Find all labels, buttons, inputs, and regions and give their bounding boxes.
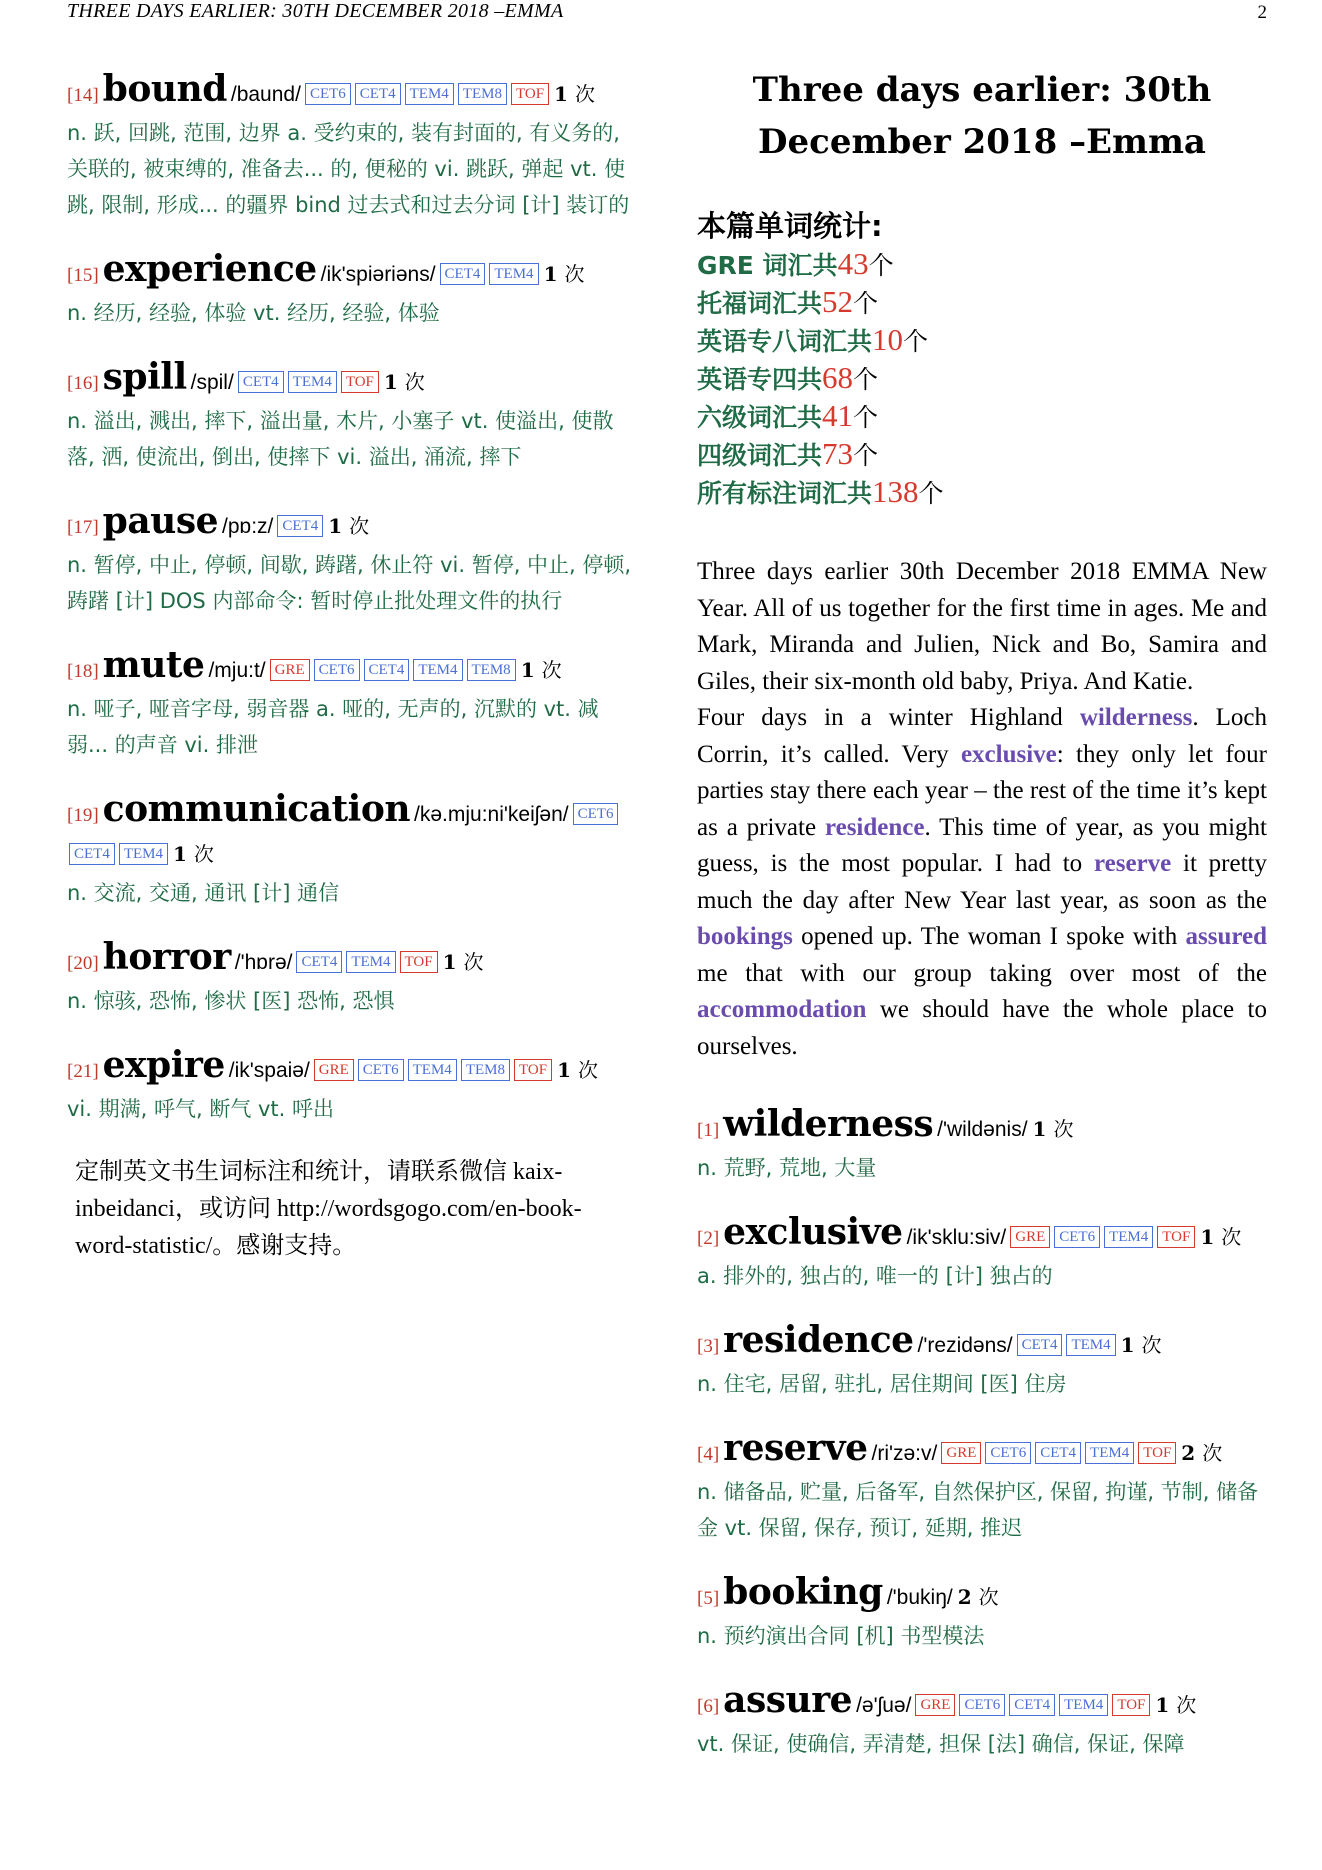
occurrence-count: 1 次 xyxy=(554,82,595,106)
story-text xyxy=(697,554,1267,1065)
occurrence-count: 1 次 xyxy=(442,950,484,974)
count-unit: 次 xyxy=(193,842,214,866)
phonetic: /baund/ xyxy=(230,83,301,106)
page-number: 2 xyxy=(1257,2,1267,23)
entry-head xyxy=(67,358,637,403)
exam-tag: GRE xyxy=(270,659,310,681)
stats-list xyxy=(697,246,1267,512)
left-vocab-list xyxy=(67,70,637,1127)
vocab-entry xyxy=(67,1046,637,1127)
occurrence-count: 1 次 xyxy=(328,514,370,538)
phonetic: /'wildənis/ xyxy=(937,1118,1028,1141)
stat-label: 六级词汇共 xyxy=(697,403,823,432)
count-unit: 次 xyxy=(1202,1441,1223,1465)
stat-label: 英语专四共 xyxy=(697,365,823,394)
story-paragraph-1: Three days earlier 30th December 2018 EMMA New Year. All of us together for the first time in ages. Me and Mark, Miranda and Julien, Nick and Bo, Samira and Giles, their six-month old baby, Priya. And Katie. xyxy=(697,558,1267,695)
exam-tag: TOF xyxy=(514,1059,552,1081)
exam-tag: TEM4 xyxy=(119,843,168,865)
entry-head xyxy=(67,502,637,547)
exam-tag: CET4 xyxy=(69,843,115,865)
stat-unit: 个 xyxy=(853,365,879,394)
highlight-word: residence xyxy=(824,813,925,841)
headword: exclusive xyxy=(723,1211,903,1253)
entry-head xyxy=(697,1105,1267,1150)
headword: expire xyxy=(102,1044,225,1086)
headword: experience xyxy=(102,248,317,290)
phonetic: /kə.mju:ni'keiʃən/ xyxy=(414,803,569,826)
stat-unit: 个 xyxy=(868,251,894,280)
exam-tag: GRE xyxy=(941,1442,981,1464)
definition: n. 交流, 交通, 通讯 [计] 通信 xyxy=(67,881,340,905)
definition: n. 预约演出合同 [机] 书型模法 xyxy=(697,1624,985,1648)
stat-value: 52 xyxy=(822,284,854,319)
definition: n. 溢出, 溅出, 摔下, 溢出量, 木片, 小塞子 vt. 使溢出, 使散落, 洒, 使流出, 倒出, 使摔下 vi. 溢出, 涌流, 摔下 xyxy=(67,409,614,469)
story-text-run: me that with our group taking over most of the xyxy=(697,959,1267,987)
stat-label: 英语专八词汇共 xyxy=(697,327,873,356)
story-text-run: . Loch Corrin, it’s called. Very xyxy=(697,704,1267,768)
entry-head xyxy=(67,790,637,875)
stat-row xyxy=(697,246,1267,284)
count-unit: 次 xyxy=(577,1058,598,1082)
count-unit: 次 xyxy=(574,82,595,106)
highlight-word: accommodation xyxy=(697,996,867,1023)
page-header xyxy=(67,0,1267,26)
occurrence-count: 1 次 xyxy=(557,1058,598,1082)
exam-tag: TEM8 xyxy=(461,1059,510,1081)
exam-tag: TEM8 xyxy=(458,83,507,105)
stat-unit: 个 xyxy=(853,441,879,470)
entry-index: [20] xyxy=(67,953,99,974)
phonetic: /ə'ʃuə/ xyxy=(856,1694,912,1717)
occurrence-count: 1 次 xyxy=(1120,1333,1162,1357)
entry-index: [2] xyxy=(697,1228,720,1249)
exam-tag: CET4 xyxy=(364,659,410,681)
stats-title: 本篇单词统计: xyxy=(697,209,883,243)
exam-tag: TEM4 xyxy=(408,1059,457,1081)
definition: n. 储备品, 贮量, 后备军, 自然保护区, 保留, 拘谨, 节制, 储备金 vt. 保留, 保存, 预订, 延期, 推迟 xyxy=(697,1480,1259,1540)
stat-label: 所有标注词汇共 xyxy=(697,479,873,508)
stat-row xyxy=(697,322,1267,360)
occurrence-count: 1 次 xyxy=(173,842,214,866)
stat-value: 73 xyxy=(822,436,854,471)
exam-tag: TEM4 xyxy=(489,263,538,285)
exam-tag: CET6 xyxy=(959,1694,1005,1716)
stat-row xyxy=(697,436,1267,474)
vocab-entry xyxy=(697,1573,1267,1654)
definition: n. 荒野, 荒地, 大量 xyxy=(697,1156,877,1180)
highlight-word: bookings xyxy=(697,923,793,950)
occurrence-count: 1 次 xyxy=(520,658,562,682)
exam-tag: CET4 xyxy=(238,371,284,393)
definition: n. 惊骇, 恐怖, 惨状 [医] 恐怖, 恐惧 xyxy=(67,989,395,1013)
stat-value: 10 xyxy=(872,322,904,357)
exam-tag: TEM4 xyxy=(1104,1226,1153,1248)
occurrence-count: 1 次 xyxy=(1032,1117,1074,1141)
headword: bound xyxy=(102,68,227,110)
phonetic: /ik'spaiə/ xyxy=(228,1059,310,1082)
count-unit: 次 xyxy=(404,370,425,394)
story-text-run: opened up. The woman I spoke with xyxy=(792,923,1186,950)
headword: communication xyxy=(102,788,411,830)
exam-tag: TOF xyxy=(1157,1226,1195,1248)
entry-index: [21] xyxy=(67,1061,99,1082)
exam-tag: CET4 xyxy=(277,515,323,537)
entry-head xyxy=(697,1429,1267,1474)
phonetic: /ri'zə:v/ xyxy=(871,1442,938,1465)
exam-tag: CET4 xyxy=(296,951,342,973)
headword: wilderness xyxy=(723,1103,934,1145)
entry-head xyxy=(67,250,637,295)
entry-index: [15] xyxy=(67,265,99,286)
exam-tag: TEM4 xyxy=(346,951,395,973)
vocab-entry xyxy=(67,250,637,331)
story-text-run: it pretty much the day after New Year last year, as soon as the xyxy=(697,850,1267,914)
vocab-entry xyxy=(697,1213,1267,1294)
entry-index: [17] xyxy=(67,517,99,538)
exam-tag: CET6 xyxy=(985,1442,1031,1464)
entry-index: [5] xyxy=(697,1588,720,1609)
stat-label: 托福词汇共 xyxy=(697,289,823,318)
definition: n. 哑子, 哑音字母, 弱音器 a. 哑的, 无声的, 沉默的 vt. 减弱... 的声音 vi. 排泄 xyxy=(67,697,599,757)
exam-tag: CET4 xyxy=(1009,1694,1055,1716)
vocab-entry xyxy=(67,70,637,223)
exam-tag: CET4 xyxy=(1035,1442,1081,1464)
definition: vi. 期满, 呼气, 断气 vt. 呼出 xyxy=(67,1097,335,1121)
phonetic: /'bukiŋ/ xyxy=(886,1586,953,1609)
entry-index: [18] xyxy=(67,661,99,682)
count-unit: 次 xyxy=(541,658,562,682)
word-stats xyxy=(697,206,1267,512)
stat-value: 138 xyxy=(872,474,919,509)
vocab-entry xyxy=(697,1105,1267,1186)
left-column xyxy=(67,70,637,1265)
headword: booking xyxy=(723,1571,883,1613)
exam-tag: TEM4 xyxy=(1085,1442,1134,1464)
definition: a. 排外的, 独占的, 唯一的 [计] 独占的 xyxy=(697,1264,1053,1288)
vocab-entry xyxy=(697,1681,1267,1762)
exam-tag: TEM8 xyxy=(467,659,516,681)
vocab-entry xyxy=(67,938,637,1019)
headword: residence xyxy=(723,1319,914,1361)
exam-tag: TOF xyxy=(1138,1442,1176,1464)
entry-head xyxy=(697,1213,1267,1258)
story-text-run: : they only let four parties stay there each year – the rest of the time it’s kept as a private xyxy=(697,740,1267,841)
phonetic: /spil/ xyxy=(190,371,234,394)
entry-index: [4] xyxy=(697,1444,720,1465)
exam-tag: TOF xyxy=(400,951,438,973)
phonetic: /mju:t/ xyxy=(208,659,266,682)
count-unit: 次 xyxy=(1053,1117,1074,1141)
vocab-entry xyxy=(697,1321,1267,1402)
stat-value: 41 xyxy=(822,398,854,433)
story-text-run: we should have the whole place to ourselves. xyxy=(697,996,1267,1060)
phonetic: /ik'spiəriəns/ xyxy=(320,263,436,286)
definition: vt. 保证, 使确信, 弄清楚, 担保 [法] 确信, 保证, 保障 xyxy=(697,1732,1185,1756)
entry-index: [6] xyxy=(697,1696,720,1717)
exam-tag: CET4 xyxy=(440,263,486,285)
exam-tag: TEM4 xyxy=(1066,1334,1115,1356)
exam-tag: CET6 xyxy=(358,1059,404,1081)
highlight-word: reserve xyxy=(1093,850,1172,877)
right-vocab-list xyxy=(697,1105,1267,1762)
exam-tag: GRE xyxy=(1010,1226,1050,1248)
exam-tag: CET6 xyxy=(573,803,619,825)
vocab-entry xyxy=(67,358,637,475)
count-unit: 次 xyxy=(463,950,484,974)
exam-tag: CET4 xyxy=(355,83,401,105)
exam-tag: CET6 xyxy=(305,83,351,105)
highlight-word: exclusive xyxy=(960,740,1057,768)
entry-head xyxy=(697,1573,1267,1618)
entry-head xyxy=(67,1046,637,1091)
running-title: THREE DAYS EARLIER: 30TH DECEMBER 2018 –EMMA xyxy=(67,0,564,22)
count-unit: 次 xyxy=(978,1585,999,1609)
headword: horror xyxy=(102,936,231,978)
headword: reserve xyxy=(723,1427,868,1469)
definition: n. 住宅, 居留, 驻扎, 居住期间 [医] 住房 xyxy=(697,1372,1067,1396)
entry-index: [19] xyxy=(67,805,99,826)
exam-tag: TEM4 xyxy=(288,371,337,393)
stat-row xyxy=(697,360,1267,398)
count-unit: 次 xyxy=(564,262,585,286)
story-text-run: . This time of year, as you might guess, is the most popular. I had to xyxy=(697,813,1267,877)
highlight-word: wilderness xyxy=(1079,704,1193,731)
count-unit: 次 xyxy=(1176,1693,1197,1717)
exam-tag: TEM4 xyxy=(405,83,454,105)
count-unit: 次 xyxy=(1141,1333,1162,1357)
count-unit: 次 xyxy=(1221,1225,1242,1249)
headword: mute xyxy=(102,644,205,686)
entry-head xyxy=(697,1681,1267,1726)
definition: n. 经历, 经验, 体验 vt. 经历, 经验, 体验 xyxy=(67,301,440,325)
highlight-word: assured xyxy=(1185,923,1267,950)
occurrence-count: 2 次 xyxy=(957,1585,999,1609)
entry-index: [16] xyxy=(67,373,99,394)
stat-value: 68 xyxy=(822,360,854,395)
occurrence-count: 1 次 xyxy=(383,370,425,394)
entry-head xyxy=(67,70,637,115)
stat-unit: 个 xyxy=(903,327,929,356)
stat-unit: 个 xyxy=(853,289,879,318)
exam-tag: GRE xyxy=(314,1059,354,1081)
stat-unit: 个 xyxy=(853,403,879,432)
vocab-entry xyxy=(67,646,637,763)
definition: n. 暂停, 中止, 停顿, 间歇, 踌躇, 休止符 vi. 暂停, 中止, 停顿, 踌躇 [计] DOS 内部命令: 暂时停止批处理文件的执行 xyxy=(67,553,632,613)
exam-tag: TOF xyxy=(341,371,379,393)
vocab-entry xyxy=(67,502,637,619)
headword: spill xyxy=(102,356,187,398)
story-paragraph-2 xyxy=(697,700,1267,1065)
entry-head xyxy=(67,646,637,691)
stat-value: 43 xyxy=(837,246,869,281)
phonetic: /'rezidəns/ xyxy=(917,1334,1013,1357)
stat-row xyxy=(697,474,1267,512)
occurrence-count: 1 次 xyxy=(1200,1225,1242,1249)
occurrence-count: 1 次 xyxy=(543,262,585,286)
entry-head xyxy=(697,1321,1267,1366)
entry-index: [14] xyxy=(67,85,99,106)
stat-label: 四级词汇共 xyxy=(697,441,823,470)
entry-head xyxy=(67,938,637,983)
stat-unit: 个 xyxy=(918,479,944,508)
right-column xyxy=(697,64,1267,1789)
promo-note: 定制英文书生词标注和统计，请联系微信 kaix-inbeidanci，或访问 http://wordsgogo.com/en-book-word-statistic/。感谢支持。 xyxy=(75,1159,582,1259)
exam-tag: TEM4 xyxy=(413,659,462,681)
stat-row xyxy=(697,398,1267,436)
entry-index: [1] xyxy=(697,1120,720,1141)
phonetic: /ik'sklu:siv/ xyxy=(906,1226,1007,1249)
phonetic: /pɒ:z/ xyxy=(222,515,274,538)
headword: assure xyxy=(723,1679,853,1721)
entry-index: [3] xyxy=(697,1336,720,1357)
occurrence-count: 2 次 xyxy=(1181,1441,1223,1465)
exam-tag: GRE xyxy=(915,1694,955,1716)
vocab-entry xyxy=(67,790,637,911)
vocab-entry xyxy=(697,1429,1267,1546)
exam-tag: CET6 xyxy=(314,659,360,681)
chapter-title: Three days earlier: 30th December 2018 –Emma xyxy=(752,70,1212,162)
phonetic: /'hɒrə/ xyxy=(234,951,293,974)
exam-tag: CET6 xyxy=(1054,1226,1100,1248)
headword: pause xyxy=(102,500,218,542)
exam-tag: TEM4 xyxy=(1059,1694,1108,1716)
definition: n. 跃, 回跳, 范围, 边界 a. 受约束的, 装有封面的, 有义务的, 关联的, 被束缚的, 准备去... 的, 便秘的 vi. 跳跃, 弹起 vt. 使跳, 限制, 形成... 的疆界 bind 过去式和过去分词 [计] 装订的 xyxy=(67,121,630,217)
exam-tag: CET4 xyxy=(1017,1334,1063,1356)
occurrence-count: 1 次 xyxy=(1155,1693,1197,1717)
exam-tag: TOF xyxy=(1112,1694,1150,1716)
count-unit: 次 xyxy=(349,514,370,538)
story-text-run: Four days in a winter Highland xyxy=(697,704,1080,731)
stat-label: GRE 词汇共 xyxy=(697,251,838,280)
exam-tag: TOF xyxy=(511,83,549,105)
stat-row xyxy=(697,284,1267,322)
